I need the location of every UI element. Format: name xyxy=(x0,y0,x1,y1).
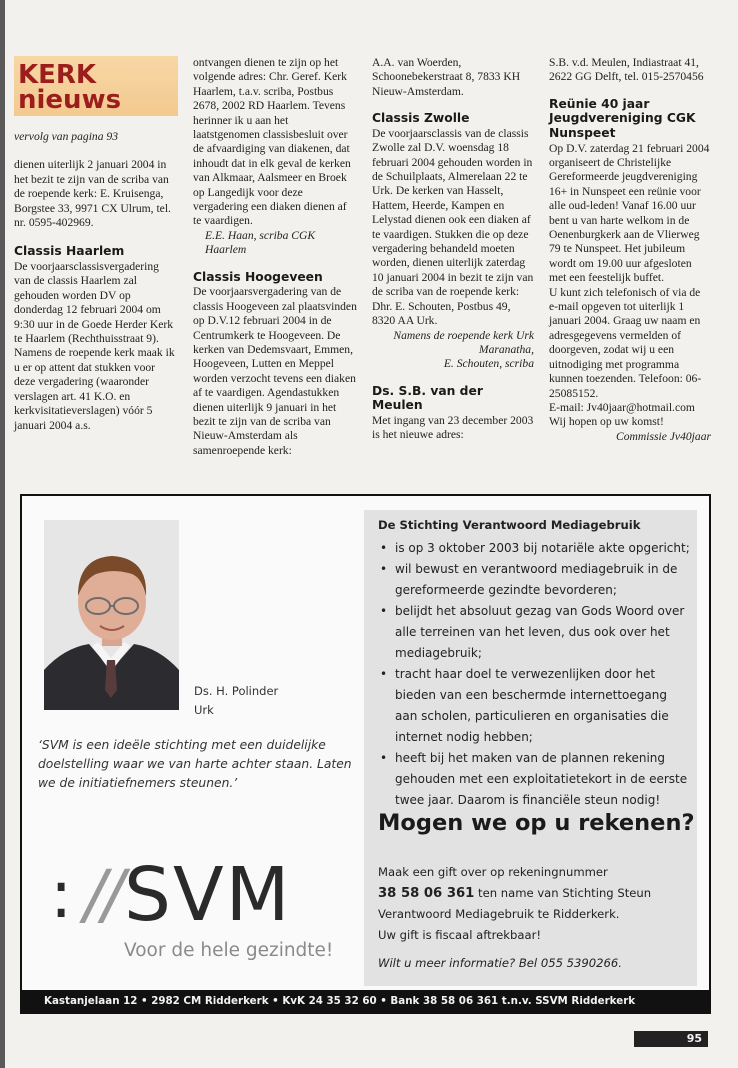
logo-svm-text: SVM xyxy=(124,852,292,938)
header-title-line2: nieuws xyxy=(18,85,122,115)
zwolle-sig-3: E. Schouten, scriba xyxy=(443,357,534,371)
goal-item: • heeft bij het maken van de plannen rekening gehouden met een exploitatietekort in de eerste twee jaar. Daarom is financiële steun nodig! xyxy=(378,748,690,811)
goal-item: • belijdt het absoluut gezag van Gods Woord over alle terreinen van het leven, dus ook over het mediagebruik; xyxy=(378,601,690,664)
reunie-heading: Reünie 40 jaar Jeugdvereniging CGK Nunspeet xyxy=(549,96,696,140)
meulen-address: S.B. v.d. Meulen, Indiastraat 41, 2622 GG Delft, tel. 015-2570456 xyxy=(549,56,704,84)
gift-line-1: Maak een gift over op rekeningnummer xyxy=(378,865,608,879)
reunie-signature: Commissie Jv40jaar xyxy=(616,429,711,443)
classis-hoogeveen-heading: Classis Hoogeveen xyxy=(193,269,323,284)
classis-haarlem-text: De voorjaarsclassisvergadering van de classis Haarlem zal gehouden worden DV op donderdag 12 februari 2004 om 9:30 uur in de Goede Herder Kerk te Haarlem (Rechthuisstraat 9). Namens de roepende kerk maak ik u er op attent dat stukken voor deze vergadering (waaronder verslagen art. 41 K.O. en kerkvisitatieverslagen) vóór 5 januari 2004 a.s. xyxy=(14,260,175,432)
column-1 xyxy=(14,130,178,433)
portrait-photo xyxy=(44,520,179,710)
logo-colon: : xyxy=(50,856,65,933)
zwolle-sig-2: Maranatha, xyxy=(478,342,534,356)
reunie-text-2: U kunt zich telefonisch of via de e-mail opgeven tot uiterlijk 1 januari 2004. Graag uw naam en adresgegevens vermelden of doorgeven, zodat wij u een uitnodiging met programma kunnen toezenden. Telefoon: 06-25085152. xyxy=(549,285,702,400)
more-info: Wilt u meer informatie? Bel 055 5390266. xyxy=(378,956,622,970)
meulen-heading: Ds. S.B. van der Meulen xyxy=(372,383,483,413)
column-3 xyxy=(372,56,534,443)
reunie-closing: Wij hopen op uw komst! xyxy=(549,415,664,429)
caption-place: Urk xyxy=(194,703,214,717)
column-2 xyxy=(193,56,357,458)
goal-item: • is op 3 oktober 2003 bij notariële akte opgericht; xyxy=(378,538,690,559)
caption-name: Ds. H. Polinder xyxy=(194,684,279,698)
classis-haarlem-heading: Classis Haarlem xyxy=(14,244,125,259)
col1-intro: dienen uiterlijk 2 januari 2004 in het bezit te zijn van de scriba van de roepende kerk: E. Kruisenga, Borgstee 33, 9971 CX Ulrum, tel. nr. 0595-402969. xyxy=(14,158,171,230)
page-number: 95 xyxy=(634,1031,708,1047)
classis-zwolle-heading: Classis Zwolle xyxy=(372,111,470,126)
testimonial-quote: ‘SVM is een ideële stichting met een duidelijke doelstelling waar we van harte achter staan. Laten we de initiatiefnemers steunen.’ xyxy=(38,738,352,790)
address-bar: Kastanjelaan 12 • 2982 CM Ridderkerk • KvK 24 35 32 60 • Bank 38 58 06 361 t.n.v. SSVM Ridderkerk xyxy=(22,990,709,1012)
col3-text: A.A. van Woerden, Schoonebekerstraat 8, 7833 KH Nieuw-Amsterdam. xyxy=(372,56,521,98)
kerk-nieuws-header xyxy=(14,56,178,116)
appeal-headline: Mogen we op u rekenen? xyxy=(378,810,695,836)
page-edge xyxy=(0,0,5,1068)
goal-item: • wil bewust en verantwoord mediagebruik in de gereformeerde gezindte bevorderen; xyxy=(378,559,690,601)
panel-title: De Stichting Verantwoord Mediagebruik xyxy=(378,518,641,532)
col2-signature: E.E. Haan, scriba CGK Haarlem xyxy=(205,228,316,257)
header-title-line1: KERK xyxy=(18,60,97,90)
svm-advertisement xyxy=(20,494,711,1014)
svm-logo xyxy=(40,852,360,966)
zwolle-sig-1: Namens de roepende kerk Urk xyxy=(393,328,534,342)
logo-tagline: Voor de hele gezindte! xyxy=(124,940,334,961)
classis-zwolle-text: De voorjaarsclassis van de classis Zwolle zal D.V. woensdag 18 februari 2004 gehouden worden in de Schuilplaats, Almerelaan 22 te Urk. De kerken van Hasselt, Hattem, Heerde, Kampen en Lelystad dienen ook een diaken af te vaardigen. Stukken die op deze vergadering behandeld moeten worden, dienen uiterlijk zaterdag 10 januari 2004 in bezit te zijn van de scriba van de roepende kerk: Dhr. E. Schouten, Postbus 49, 8320 AA Urk. xyxy=(372,126,534,328)
goals-list xyxy=(378,538,690,811)
logo-slashes: // xyxy=(84,856,121,933)
photo-caption xyxy=(194,682,278,720)
gift-line-3: Uw gift is fiscaal aftrekbaar! xyxy=(378,927,541,942)
meulen-text: Met ingang van 23 december 2003 is het nieuwe adres: xyxy=(372,413,534,442)
info-panel xyxy=(364,510,697,986)
account-number: 38 58 06 361 xyxy=(378,885,475,901)
column-4 xyxy=(549,56,711,444)
gift-instructions xyxy=(378,862,694,945)
classis-hoogeveen-text: De voorjaarsvergadering van de classis Hoogeveen zal plaatsvinden op D.V.12 februari 2004 in de Centrumkerk te Hoogeveen. De kerken van Dedemsvaart, Emmen, Hoogeveen, Lutten en Meppel worden verzocht tevens een diaken af te vaardigen. Agendastukken dienen uiterlijk 9 januari in het bezit te zijn van de scriba van Nieuw-Amsterdam als samenroepende kerk: xyxy=(193,285,357,457)
col2-text: ontvangen dienen te zijn op het volgende adres: Chr. Geref. Kerk Haarlem, t.a.v. scriba, Postbus 2678, 2002 RD Haarlem. Tevens herinner ik u aan het laatstgenomen classisbesluit over de afvaardiging van diakenen, dat inhoudt dat in elk geval de kerken van Alkmaar, Aalsmeer en Broek op Langedijk voor deze vergadering een diaken dienen af te vaardigen. xyxy=(193,56,351,228)
portrait-illustration xyxy=(44,520,179,710)
gift-line-2: ten name van Stichting Steun Verantwoord Mediagebruik te Ridderkerk. xyxy=(378,885,652,921)
goal-item: • tracht haar doel te verwezenlijken door het bieden van een beschermde internettoegang aan scholen, particulieren en organisaties die internet nodig hebben; xyxy=(378,664,690,748)
reunie-email: E-mail: Jv40jaar@hotmail.com xyxy=(549,400,695,414)
reunie-text: Op D.V. zaterdag 21 februari 2004 organiseert de Christelijke Gereformeerde jeugdvereniging 16+ in Nunspeet een reünie voor alle oud-leden! Vanaf 16.00 uur bent u van harte welkom in de Oenenburgkerk aan de Vlierweg 79 te Nunspeet. Het jubileum wordt om 19.00 uur afgesloten met een feestelijk buffet. xyxy=(549,141,710,285)
continued-note: vervolg van pagina 93 xyxy=(14,130,118,143)
